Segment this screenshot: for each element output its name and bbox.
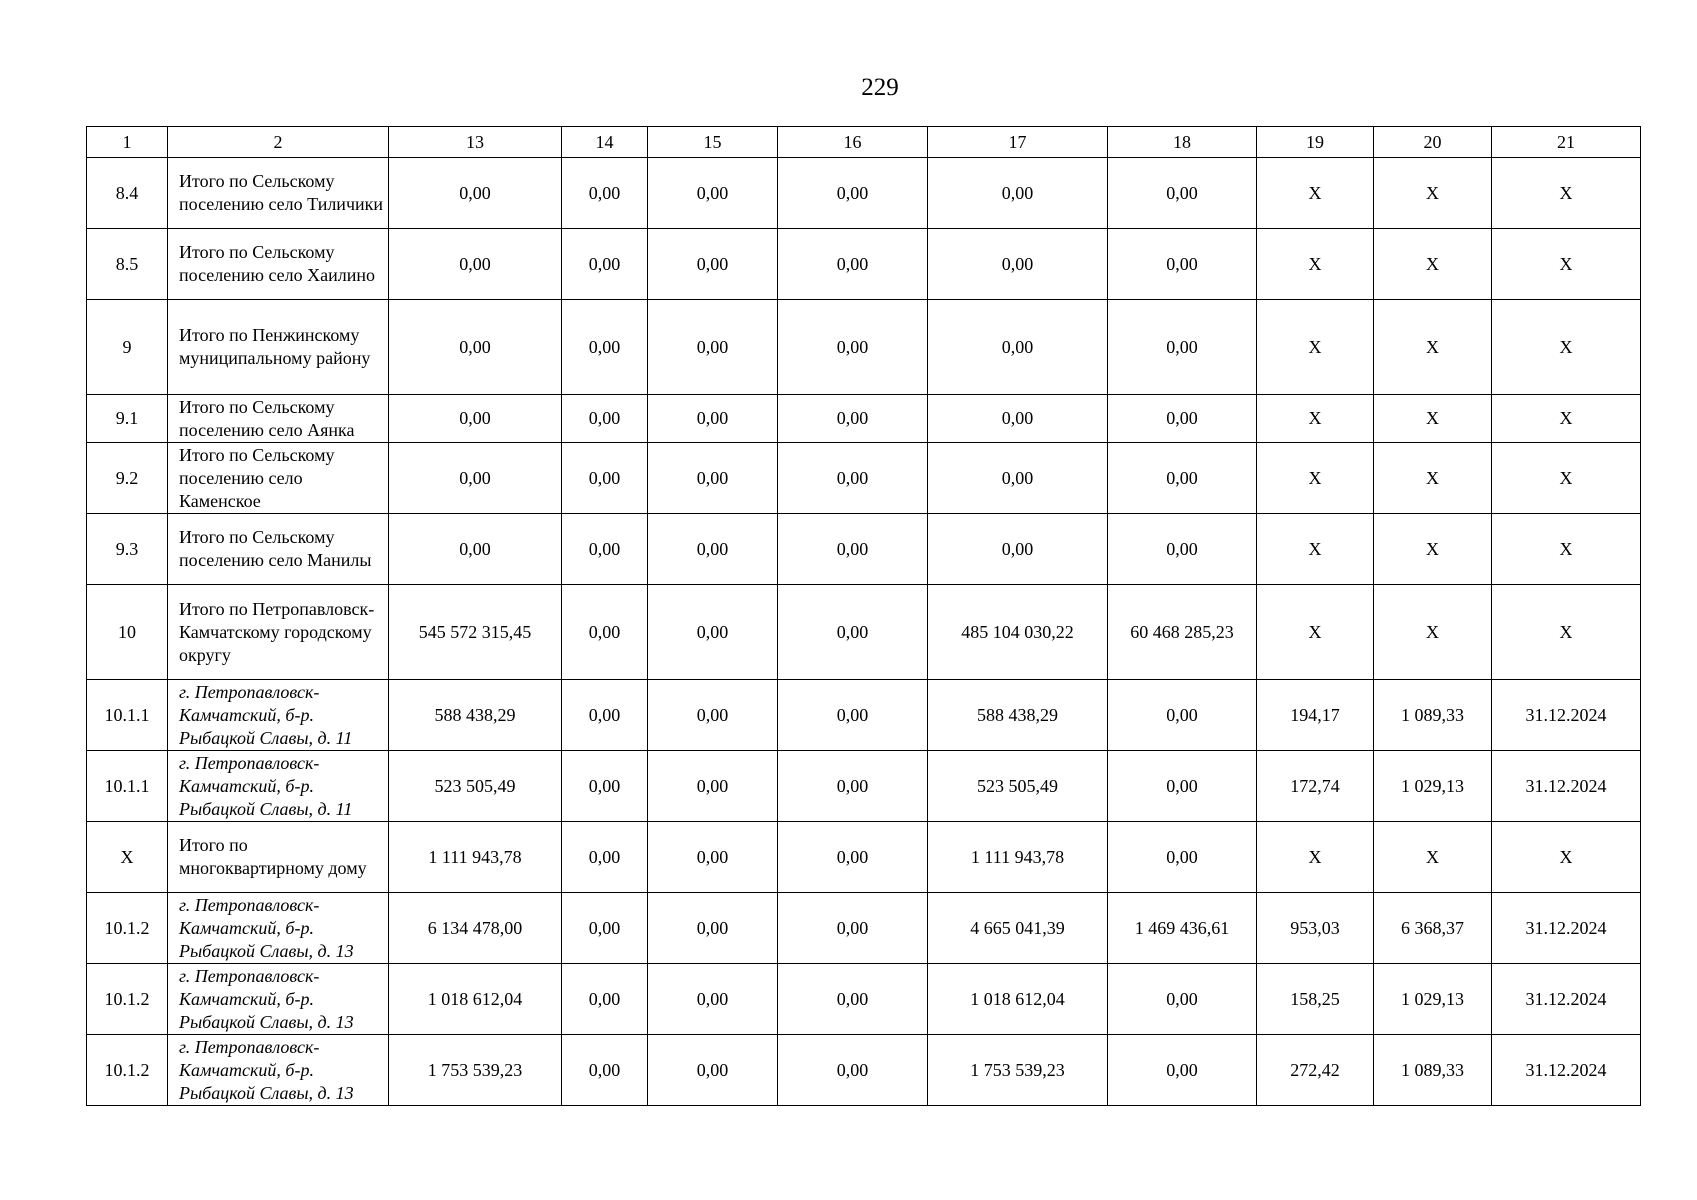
row-name-cell: Итого по Сельскому поселению село Манилы: [168, 514, 389, 585]
value-cell: 0,00: [562, 514, 648, 585]
value-cell: 0,00: [389, 158, 562, 229]
value-cell: 0,00: [648, 822, 778, 893]
value-cell: 1 089,33: [1374, 1035, 1492, 1106]
value-cell: 0,00: [562, 822, 648, 893]
value-cell: Х: [1257, 300, 1374, 395]
value-cell: 0,00: [1108, 680, 1257, 751]
value-cell: 4 665 041,39: [928, 893, 1108, 964]
value-cell: 953,03: [1257, 893, 1374, 964]
value-cell: Х: [1492, 395, 1641, 443]
row-number-cell: 9.3: [87, 514, 168, 585]
column-header: 18: [1108, 127, 1257, 158]
row-number-cell: 8.5: [87, 229, 168, 300]
value-cell: 60 468 285,23: [1108, 585, 1257, 680]
row-name-cell: г. Петропавловск-Камчатский, б-р. Рыбацкой Славы, д. 11: [168, 751, 389, 822]
value-cell: 0,00: [928, 443, 1108, 514]
value-cell: 0,00: [1108, 443, 1257, 514]
table-row: [87, 300, 1641, 395]
value-cell: 0,00: [389, 443, 562, 514]
value-cell: 0,00: [928, 300, 1108, 395]
row-number-cell: 10.1.2: [87, 893, 168, 964]
column-header: 20: [1374, 127, 1492, 158]
table-row: [87, 158, 1641, 229]
value-cell: 0,00: [648, 893, 778, 964]
value-cell: 0,00: [648, 443, 778, 514]
value-cell: 523 505,49: [389, 751, 562, 822]
value-cell: Х: [1492, 300, 1641, 395]
value-cell: 0,00: [648, 514, 778, 585]
table-row: [87, 229, 1641, 300]
value-cell: 1 089,33: [1374, 680, 1492, 751]
value-cell: 0,00: [1108, 964, 1257, 1035]
value-cell: 0,00: [648, 751, 778, 822]
value-cell: Х: [1257, 158, 1374, 229]
value-cell: 0,00: [928, 395, 1108, 443]
row-number-cell: 9: [87, 300, 168, 395]
table-row: [87, 964, 1641, 1035]
value-cell: 1 029,13: [1374, 964, 1492, 1035]
column-header: 19: [1257, 127, 1374, 158]
value-cell: Х: [1492, 822, 1641, 893]
table-row: [87, 822, 1641, 893]
value-cell: 1 029,13: [1374, 751, 1492, 822]
row-number-cell: 10: [87, 585, 168, 680]
value-cell: 0,00: [562, 443, 648, 514]
value-cell: 0,00: [1108, 822, 1257, 893]
value-cell: 6 134 478,00: [389, 893, 562, 964]
row-name-cell: г. Петропавловск-Камчатский, б-р. Рыбацкой Славы, д. 13: [168, 964, 389, 1035]
row-number-cell: Х: [87, 822, 168, 893]
row-name-cell: г. Петропавловск-Камчатский, б-р. Рыбацкой Славы, д. 11: [168, 680, 389, 751]
row-number-cell: 10.1.1: [87, 680, 168, 751]
value-cell: 0,00: [1108, 751, 1257, 822]
value-cell: 0,00: [778, 751, 928, 822]
table-row: [87, 1035, 1641, 1106]
column-header: 21: [1492, 127, 1641, 158]
value-cell: 485 104 030,22: [928, 585, 1108, 680]
value-cell: 0,00: [562, 585, 648, 680]
value-cell: 0,00: [648, 300, 778, 395]
column-header: 2: [168, 127, 389, 158]
row-number-cell: 9.2: [87, 443, 168, 514]
column-header: 16: [778, 127, 928, 158]
column-header: 13: [389, 127, 562, 158]
row-number-cell: 10.1.2: [87, 1035, 168, 1106]
value-cell: Х: [1492, 158, 1641, 229]
value-cell: 0,00: [928, 229, 1108, 300]
value-cell: 0,00: [1108, 229, 1257, 300]
value-cell: 0,00: [778, 1035, 928, 1106]
value-cell: 272,42: [1257, 1035, 1374, 1106]
value-cell: Х: [1257, 822, 1374, 893]
value-cell: 31.12.2024: [1492, 964, 1641, 1035]
value-cell: Х: [1257, 514, 1374, 585]
table-row: [87, 585, 1641, 680]
value-cell: Х: [1374, 822, 1492, 893]
row-name-cell: г. Петропавловск-Камчатский, б-р. Рыбацкой Славы, д. 13: [168, 893, 389, 964]
value-cell: 0,00: [562, 229, 648, 300]
value-cell: 0,00: [562, 893, 648, 964]
value-cell: Х: [1257, 229, 1374, 300]
value-cell: 172,74: [1257, 751, 1374, 822]
value-cell: 0,00: [1108, 514, 1257, 585]
row-number-cell: 8.4: [87, 158, 168, 229]
value-cell: 1 469 436,61: [1108, 893, 1257, 964]
value-cell: 0,00: [778, 585, 928, 680]
value-cell: 1 753 539,23: [928, 1035, 1108, 1106]
value-cell: 523 505,49: [928, 751, 1108, 822]
value-cell: 1 111 943,78: [928, 822, 1108, 893]
value-cell: 0,00: [928, 514, 1108, 585]
value-cell: 0,00: [648, 395, 778, 443]
value-cell: Х: [1374, 585, 1492, 680]
table-row: [87, 514, 1641, 585]
value-cell: 0,00: [778, 514, 928, 585]
value-cell: 0,00: [778, 158, 928, 229]
value-cell: 0,00: [562, 158, 648, 229]
value-cell: Х: [1257, 395, 1374, 443]
table-row: [87, 893, 1641, 964]
value-cell: 1 753 539,23: [389, 1035, 562, 1106]
value-cell: 0,00: [648, 585, 778, 680]
value-cell: 0,00: [562, 1035, 648, 1106]
row-name-cell: Итого по Сельскому поселению село Каменское: [168, 443, 389, 514]
value-cell: Х: [1374, 395, 1492, 443]
value-cell: 1 111 943,78: [389, 822, 562, 893]
value-cell: Х: [1374, 229, 1492, 300]
row-name-cell: Итого по Сельскому поселению село Хаилино: [168, 229, 389, 300]
value-cell: 0,00: [778, 229, 928, 300]
value-cell: 0,00: [389, 229, 562, 300]
value-cell: Х: [1257, 443, 1374, 514]
value-cell: Х: [1374, 443, 1492, 514]
column-header: 1: [87, 127, 168, 158]
table-row: [87, 680, 1641, 751]
value-cell: 0,00: [778, 300, 928, 395]
value-cell: 31.12.2024: [1492, 1035, 1641, 1106]
value-cell: 545 572 315,45: [389, 585, 562, 680]
value-cell: 588 438,29: [389, 680, 562, 751]
row-number-cell: 10.1.2: [87, 964, 168, 1035]
row-number-cell: 9.1: [87, 395, 168, 443]
value-cell: 0,00: [562, 964, 648, 1035]
column-header: 14: [562, 127, 648, 158]
value-cell: 0,00: [928, 158, 1108, 229]
value-cell: Х: [1492, 585, 1641, 680]
value-cell: 0,00: [389, 300, 562, 395]
value-cell: 0,00: [562, 680, 648, 751]
value-cell: Х: [1374, 158, 1492, 229]
value-cell: Х: [1492, 229, 1641, 300]
value-cell: 0,00: [778, 680, 928, 751]
value-cell: 0,00: [562, 300, 648, 395]
value-cell: 0,00: [778, 443, 928, 514]
value-cell: 0,00: [778, 395, 928, 443]
value-cell: 0,00: [648, 680, 778, 751]
value-cell: Х: [1492, 514, 1641, 585]
value-cell: Х: [1374, 514, 1492, 585]
value-cell: 0,00: [562, 395, 648, 443]
value-cell: 31.12.2024: [1492, 680, 1641, 751]
value-cell: 0,00: [562, 751, 648, 822]
table-row: [87, 443, 1641, 514]
value-cell: 194,17: [1257, 680, 1374, 751]
value-cell: Х: [1492, 443, 1641, 514]
value-cell: 0,00: [778, 822, 928, 893]
row-name-cell: Итого по Сельскому поселению село Аянка: [168, 395, 389, 443]
value-cell: 0,00: [648, 1035, 778, 1106]
value-cell: 31.12.2024: [1492, 751, 1641, 822]
value-cell: 0,00: [1108, 158, 1257, 229]
value-cell: 0,00: [778, 964, 928, 1035]
row-number-cell: 10.1.1: [87, 751, 168, 822]
table-row: [87, 395, 1641, 443]
value-cell: 31.12.2024: [1492, 893, 1641, 964]
value-cell: 0,00: [648, 229, 778, 300]
row-name-cell: Итого по Петропавловск-Камчатскому городскому округу: [168, 585, 389, 680]
value-cell: 6 368,37: [1374, 893, 1492, 964]
column-header: 15: [648, 127, 778, 158]
data-table: [86, 126, 1641, 1106]
page-number: 229: [861, 74, 899, 101]
header-row: [87, 127, 1641, 158]
column-header: 17: [928, 127, 1108, 158]
value-cell: 1 018 612,04: [389, 964, 562, 1035]
value-cell: Х: [1374, 300, 1492, 395]
row-name-cell: Итого по Пенжинскому муниципальному району: [168, 300, 389, 395]
value-cell: 0,00: [648, 158, 778, 229]
value-cell: 1 018 612,04: [928, 964, 1108, 1035]
value-cell: 0,00: [1108, 300, 1257, 395]
value-cell: 0,00: [1108, 1035, 1257, 1106]
value-cell: 0,00: [778, 893, 928, 964]
row-name-cell: Итого по Сельскому поселению село Тиличики: [168, 158, 389, 229]
value-cell: 158,25: [1257, 964, 1374, 1035]
value-cell: Х: [1257, 585, 1374, 680]
row-name-cell: г. Петропавловск-Камчатский, б-р. Рыбацкой Славы, д. 13: [168, 1035, 389, 1106]
value-cell: 0,00: [389, 395, 562, 443]
value-cell: 0,00: [648, 964, 778, 1035]
value-cell: 588 438,29: [928, 680, 1108, 751]
row-name-cell: Итого по многоквартирному дому: [168, 822, 389, 893]
value-cell: 0,00: [1108, 395, 1257, 443]
table-row: [87, 751, 1641, 822]
value-cell: 0,00: [389, 514, 562, 585]
